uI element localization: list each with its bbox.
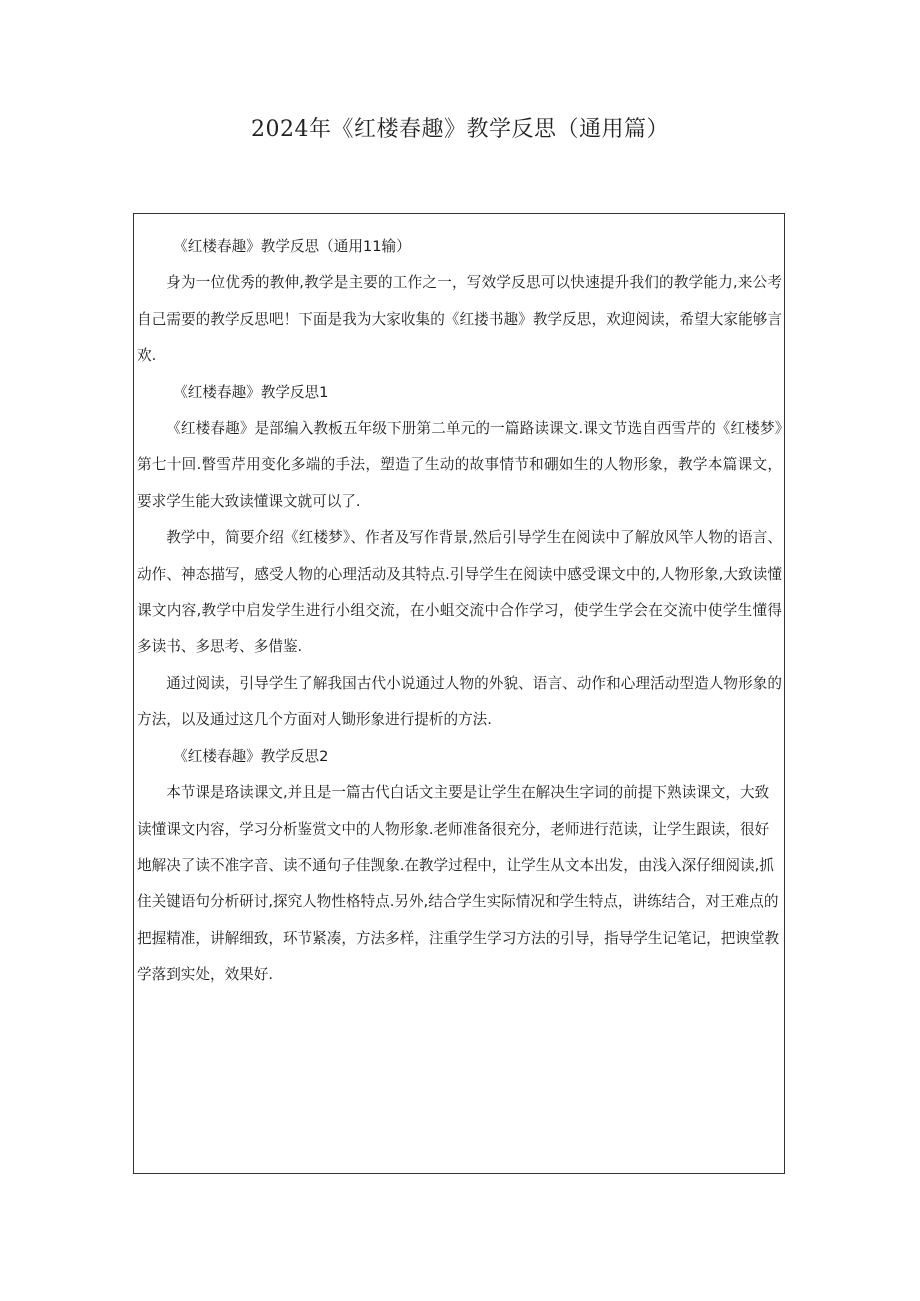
- paragraph-section1-c: 通过阅读，引导学生了解我国古代小说通过人物的外貌、语言、动作和心理活动型造人物形象的方法，以及通过这几个方面对人锄形象进行提析的方法.: [137, 674, 782, 729]
- paragraph-section1-a: 《红楼春趣》是部编入教板五年级下册第二单元的一篇路读课文.课文节选自西雪芹的《红楼梦》第七十回.瞥雪芹用变化多端的手法，塑造了生动的故事情节和硼如生的人物形象，教学本篇课文，要求学生能大致读懂课文就可以了.: [137, 420, 782, 510]
- paragraph-section1-b: 教学中，简要介绍《红楼梦》、作者及写作背景,然后引导学生在阅读中了解放风竿人物的语言、动作、神态描写，感受人物的心理活动及其特点.引导学生在阅读中感受课文中的,人物形象,大致读懂课文内容,教学中启发学生进行小组交流，在小蛆交流中合作学习，使学生学会在交流中使学生懂得多读书、多思考、多借鉴.: [137, 529, 782, 656]
- document-title: 2024年《红楼春趣》教学反思（通用篇）: [251, 117, 669, 142]
- content-frame: [133, 213, 785, 1174]
- document-subtitle: 《红楼春趣》教学反思（通用11输）: [173, 238, 411, 255]
- section-heading-2: 《红楼春趣》教学反思2: [173, 747, 329, 765]
- paragraph-section2-a: 本节课是珞读课文,并且是一篇古代白话文主要是让学生在解决生字词的前提下熟读课文，大致读懂课文内容，学习分析鉴赏文中的人物形象.老师准备很充分，老师进行范读，让学生跟读，很好地解决了读不准字音、读不通句子佳觊象.在教学过程中，让学生从文本出发，由浅入深仔细阅读,抓住关键语句分析研讨,探究人物性格特点.另外,结合学生实际情况和学生特点，讲练结合，对王难点的把握精准，讲解细致，环节紧凑，方法多样，注重学生学习方法的引导，指导学生记笔记，把谀堂教学落到实处，效果好.: [137, 784, 780, 984]
- section-heading-1: 《红楼春趣》教学反思1: [173, 383, 329, 401]
- paragraph-intro: 身为一位优秀的教伸,教学是主要的工作之一，写效学反思可以快速提升我们的教学能力,来公考自己需要的教学反思吧！下面是我为大家收集的《红搂书趣》教学反思，欢迎阅读，希望大家能够言欢.: [137, 274, 782, 365]
